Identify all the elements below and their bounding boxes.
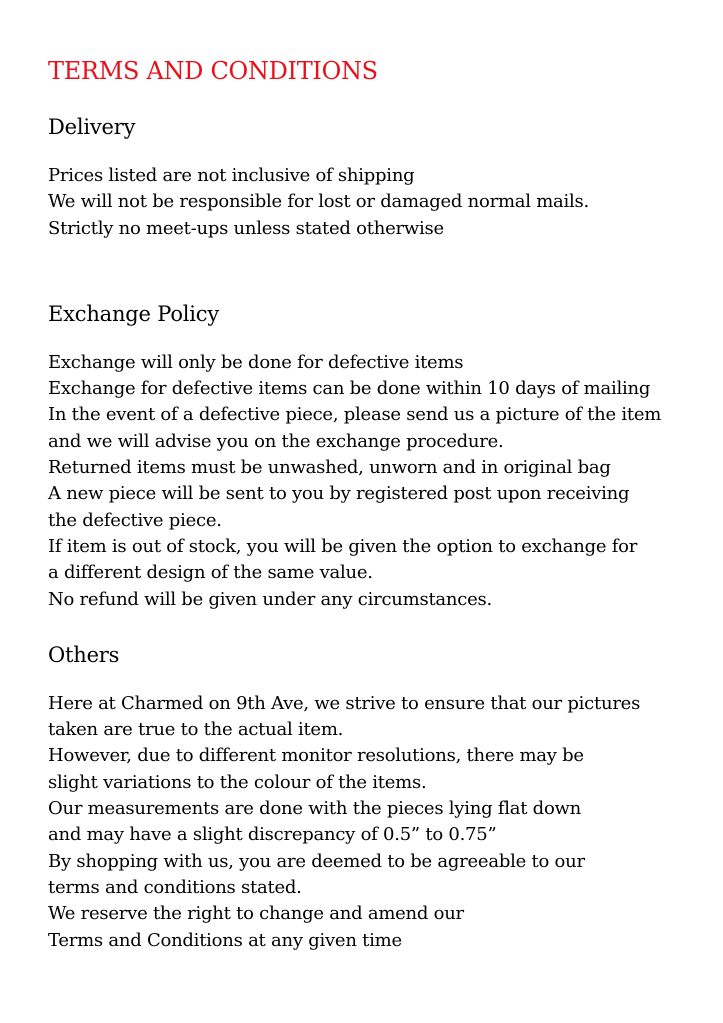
text-line: taken are true to the actual item. <box>48 719 344 741</box>
text-line: Here at Charmed on 9th Ave, we strive to ensure that our pictures <box>48 692 641 714</box>
section-others <box>48 639 708 954</box>
section-body-exchange-policy <box>48 350 708 613</box>
text-line: We reserve the right to change and amend our <box>48 903 464 925</box>
section-exchange-policy <box>48 298 708 613</box>
page-title: TERMS AND CONDITIONS <box>48 57 378 85</box>
text-line: By shopping with us, you are deemed to be agreeable to our <box>48 850 585 872</box>
text-line: Terms and Conditions at any given time <box>48 929 402 951</box>
text-line: We will not be responsible for lost or damaged normal mails. <box>48 191 590 213</box>
text-line: A new piece will be sent to you by registered post upon receiving <box>48 483 630 505</box>
text-line: However, due to different monitor resolutions, there may be <box>48 745 584 767</box>
section-heading-delivery: Delivery <box>48 115 136 139</box>
section-delivery <box>48 111 708 242</box>
text-line: Prices listed are not inclusive of shipping <box>48 165 415 186</box>
section-body-others <box>48 691 708 954</box>
text-line: and may have a slight discrepancy of 0.5” to 0.75” <box>48 824 497 846</box>
text-line: the defective piece. <box>48 509 222 531</box>
section-heading-others: Others <box>48 642 120 667</box>
text-line: Our measurements are done with the pieces lying flat down <box>48 798 582 820</box>
text-line: a different design of the same value. <box>48 562 373 584</box>
text-line: terms and conditions stated. <box>48 876 302 898</box>
text-line: and we will advise you on the exchange procedure. <box>48 430 504 452</box>
text-line: slight variations to the colour of the items. <box>48 771 427 793</box>
section-body-delivery <box>48 163 708 242</box>
text-line: In the event of a defective piece, please send us a picture of the item <box>48 404 662 426</box>
text-line: Exchange for defective items can be done within 10 days of mailing <box>48 378 651 400</box>
text-line: If item is out of stock, you will be given the option to exchange for <box>48 535 638 557</box>
text-line: No refund will be given under any circumstances. <box>48 588 492 610</box>
document-page <box>48 54 708 980</box>
text-line: Exchange will only be done for defective items <box>48 351 464 373</box>
text-line: Strictly no meet-ups unless stated otherwise <box>48 217 444 239</box>
section-heading-exchange-policy: Exchange Policy <box>48 301 220 326</box>
text-line: Returned items must be unwashed, unworn and in original bag <box>48 457 611 479</box>
